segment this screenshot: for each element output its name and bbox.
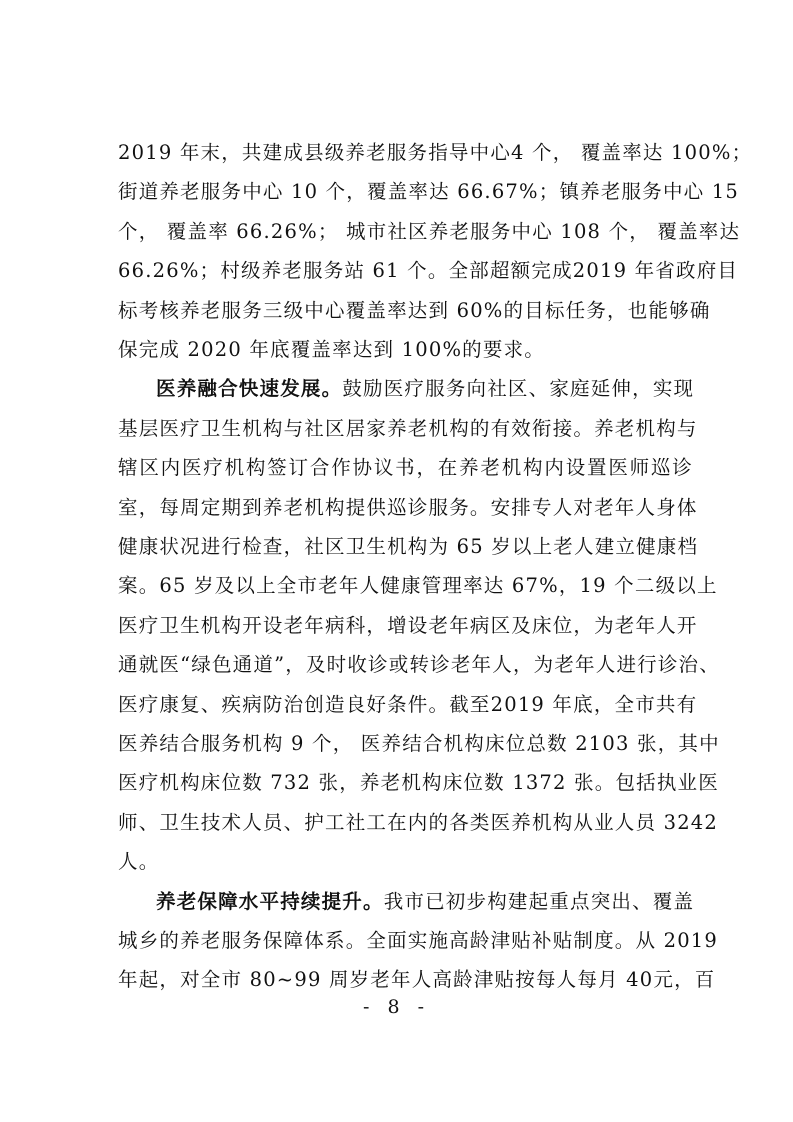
text-line: 城乡的养老服务保障体系。全面实施高龄津贴补贴制度。从 2019	[118, 929, 719, 952]
text-line: 通就医“绿色通道”，及时收诊或转诊老年人，为老年人进行诊治、	[118, 653, 720, 677]
text-line: 医养结合服务机构 9 个， 医养结合机构床位总数 2103 张，其中	[118, 732, 720, 755]
text-line: 年起，对全市 80~99 周岁老年人高龄津贴按每人每月 40元，百	[118, 968, 716, 992]
text-line: 健康状况进行检查，社区卫生机构为 65 岁以上老人建立健康档	[118, 535, 699, 558]
text-line: 基层医疗卫生机构与社区居家养老机构的有效衔接。养老机构与	[118, 416, 698, 440]
section-heading: 养老保障水平持续提升。	[156, 889, 384, 913]
text-line: 鼓励医疗服务向社区、家庭延伸，实现	[342, 377, 695, 401]
text-line: 标考核养老服务三级中心覆盖率达到 60%的目标任务，也能够确	[118, 298, 711, 322]
text-line: 辖区内医疗机构签订合作协议书，在养老机构内设置医师巡诊	[118, 456, 693, 480]
text-line: 医疗卫生机构开设老年病科，增设老年病区及床位，为老年人开	[118, 613, 698, 637]
text-line: 街道养老服务中心 10 个，覆盖率达 66.67%；镇养老服务中心 15	[118, 180, 739, 204]
text-line: 保完成 2020 年底覆盖率达到 100%的要求。	[118, 338, 545, 361]
paragraph-heading-line	[156, 882, 693, 922]
text-line: 66.26%；村级养老服务站 61 个。全部超额完成2019 年省政府目	[118, 259, 739, 283]
paragraph-heading-line	[156, 369, 693, 409]
section-heading: 医养融合快速发展。	[156, 377, 343, 401]
text-line: 我市已初步构建起重点突出、覆盖	[383, 889, 695, 913]
text-line: 案。65 岁及以上全市老年人健康管理率达 67%，19 个二级以上	[118, 574, 718, 598]
text-line: 人。	[118, 850, 160, 874]
text-line: 师、卫生技术人员、护工社工在内的各类医养机构从业人员 3242	[118, 810, 719, 834]
text-line: 2019 年末，共建成县级养老服务指导中心4 个， 覆盖率达 100%；	[118, 141, 753, 164]
text-line: 个， 覆盖率 66.26%； 城市社区养老服务中心 108 个， 覆盖率达	[118, 219, 741, 243]
text-line: 医疗机构床位数 732 张，养老机构床位数 1372 张。包括执业医	[118, 771, 719, 795]
text-line: 室，每周定期到养老机构提供巡诊服务。安排专人对老年人身体	[118, 495, 698, 519]
page-number: - 8 -	[362, 995, 430, 1018]
text-line: 医疗康复、疾病防治创造良好条件。截至2019 年底，全市共有	[118, 692, 698, 716]
